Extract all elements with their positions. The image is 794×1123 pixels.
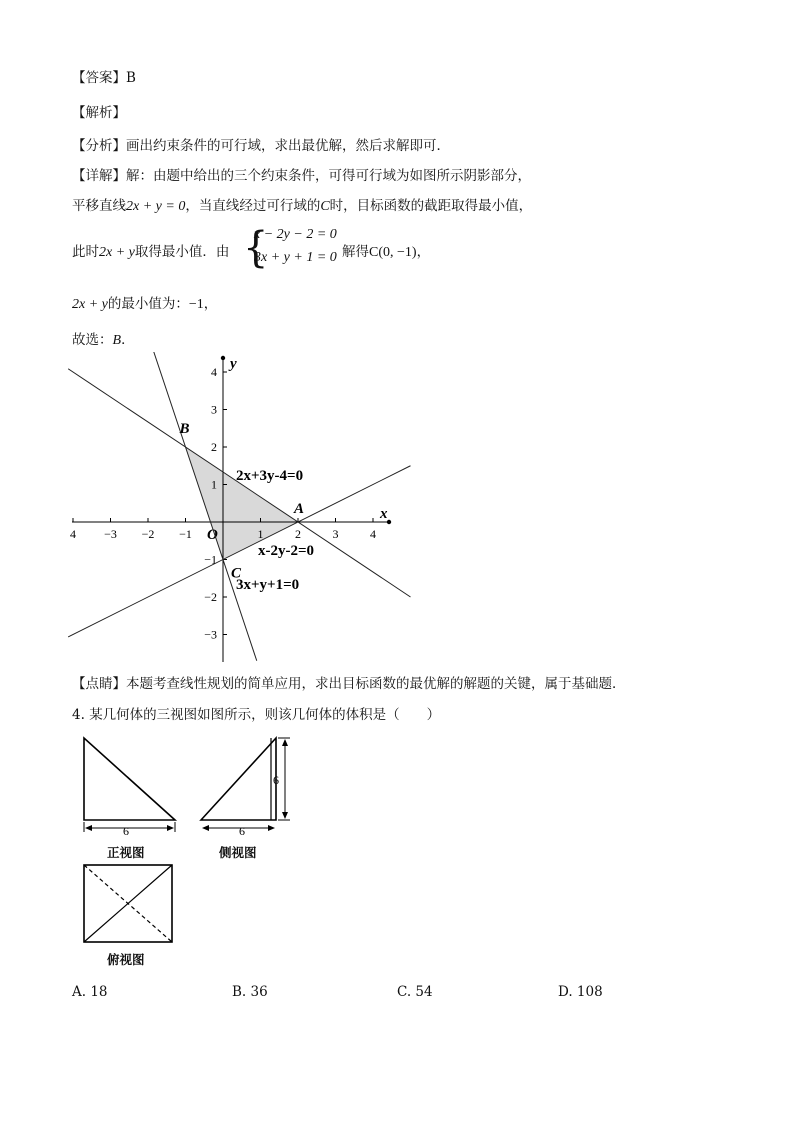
y-tick-label: −3 [204, 627, 217, 642]
front-dim-arrow-left [85, 825, 92, 831]
fenxi-line [72, 134, 450, 154]
line-label: 2x+3y-4=0 [236, 468, 304, 484]
objective-expr-2: 2x + y [72, 297, 108, 312]
side-view-caption: 侧视图 [219, 845, 257, 860]
text-segment: 故选： [72, 332, 113, 348]
vertex-label: A [294, 501, 305, 517]
y-axis-arrow [221, 356, 225, 360]
option-d[interactable]: D. 108 [558, 984, 603, 1000]
fenxi-label: 【分析】 [72, 138, 126, 154]
side-dim-arrow-up [282, 739, 288, 746]
text-segment: ． [121, 332, 135, 348]
text-segment: 平移直线 [72, 198, 126, 214]
point-c-ref: C [320, 199, 330, 214]
fenxi-text: 画出约束条件的可行域，求出最优解，然后求解即可． [126, 138, 450, 154]
answer-label: 【答案】 [72, 70, 126, 86]
text-segment: 此时 [72, 244, 99, 260]
xiangjie-line2 [72, 194, 532, 215]
y-tick-label: 2 [211, 440, 217, 454]
system-equation-1: x − 2y − 2 = 0 [254, 227, 337, 242]
analysis-label: 【解析】 [72, 105, 126, 121]
x-tick-label: 4 [370, 527, 376, 541]
y-tick-label: 3 [211, 402, 217, 417]
y-tick-label: 1 [211, 477, 217, 492]
y-axis-label: y [230, 356, 237, 372]
front-dim-label: 6 [123, 824, 129, 838]
xiangjie-text1: 解：由题中给出的三个约束条件，可得可行域为如图所示阴影部分， [126, 168, 531, 184]
objective-expr: 2x + y [99, 245, 135, 260]
system-equation-2: 3x + y + 1 = 0 [254, 250, 337, 265]
equation-2x-y: 2x + y = 0 [126, 199, 186, 214]
line-label: 3x+y+1=0 [236, 577, 300, 593]
option-a[interactable]: A. 18 [72, 984, 108, 1000]
x-tick-label: −1 [179, 527, 192, 541]
xiangjie-line3-suffix [342, 240, 430, 261]
system-brace: { [243, 223, 269, 273]
front-view-triangle [84, 738, 175, 820]
text-segment: 时，目标函数的截距取得最小值， [329, 198, 533, 214]
xiangjie-line3-prefix [72, 240, 229, 261]
side-dim-arrow-down [282, 812, 288, 819]
xiangjie-line4 [72, 292, 217, 313]
front-view-caption: 正视图 [107, 845, 145, 860]
vertex-label: C [231, 565, 242, 582]
xiangjie-line1 [72, 164, 531, 184]
side-dim-arrow-left [202, 825, 209, 831]
answer-value: B [126, 70, 136, 86]
x-tick-label: 1 [257, 527, 264, 541]
xiangjie-label: 【详解】 [72, 168, 126, 184]
question-number: 4. [72, 707, 85, 723]
dianjing-line [72, 672, 626, 692]
linear-programming-chart [68, 352, 418, 667]
origin-label: O [207, 527, 218, 543]
min-value: −1 [188, 297, 204, 312]
text-segment: 的最小值为： [107, 296, 189, 312]
option-c[interactable]: C. 54 [397, 984, 433, 1000]
x-axis-label: x [380, 506, 388, 522]
question-4 [72, 703, 440, 723]
text-segment: 取得最小值．由 [134, 244, 230, 260]
three-views-figure [76, 732, 306, 952]
side-dim-w-label: 6 [239, 824, 245, 838]
side-dim-arrow-right [268, 825, 275, 831]
text-segment: ， [416, 244, 431, 260]
side-view-triangle [201, 738, 276, 820]
choice-b: B [112, 333, 122, 348]
front-dim-arrow-right [167, 825, 174, 831]
x-tick-label: −3 [104, 527, 117, 541]
dianjing-text: 本题考查线性规划的简单应用，求出目标函数的最优解的解题的关键，属于基础题． [126, 676, 626, 692]
x-tick-label: 3 [332, 527, 339, 541]
dianjing-label: 【点睛】 [72, 676, 126, 692]
y-tick-label: 4 [211, 365, 217, 379]
vertex-label: B [179, 421, 190, 437]
x-tick-label: −2 [141, 527, 155, 541]
answer-line [72, 66, 136, 86]
question-text: 某几何体的三视图如图所示，则该几何体的体积是（ ） [89, 707, 441, 723]
side-dim-h-label: 6 [273, 773, 279, 787]
y-tick-label: −2 [204, 590, 217, 604]
solution-c: C(0, −1) [369, 245, 417, 260]
top-view-caption: 俯视图 [107, 952, 145, 967]
line-label: x-2y-2=0 [258, 543, 315, 559]
text-segment: ， [203, 296, 218, 312]
x-tick-label: 2 [295, 527, 301, 541]
option-b[interactable]: B. 36 [232, 984, 268, 1000]
text-segment: 解得 [342, 244, 369, 260]
x-tick-label: 4 [70, 527, 76, 541]
y-tick-label: −1 [204, 552, 217, 567]
text-segment: ，当直线经过可行域的 [185, 198, 321, 214]
xiangjie-line5 [72, 328, 135, 349]
